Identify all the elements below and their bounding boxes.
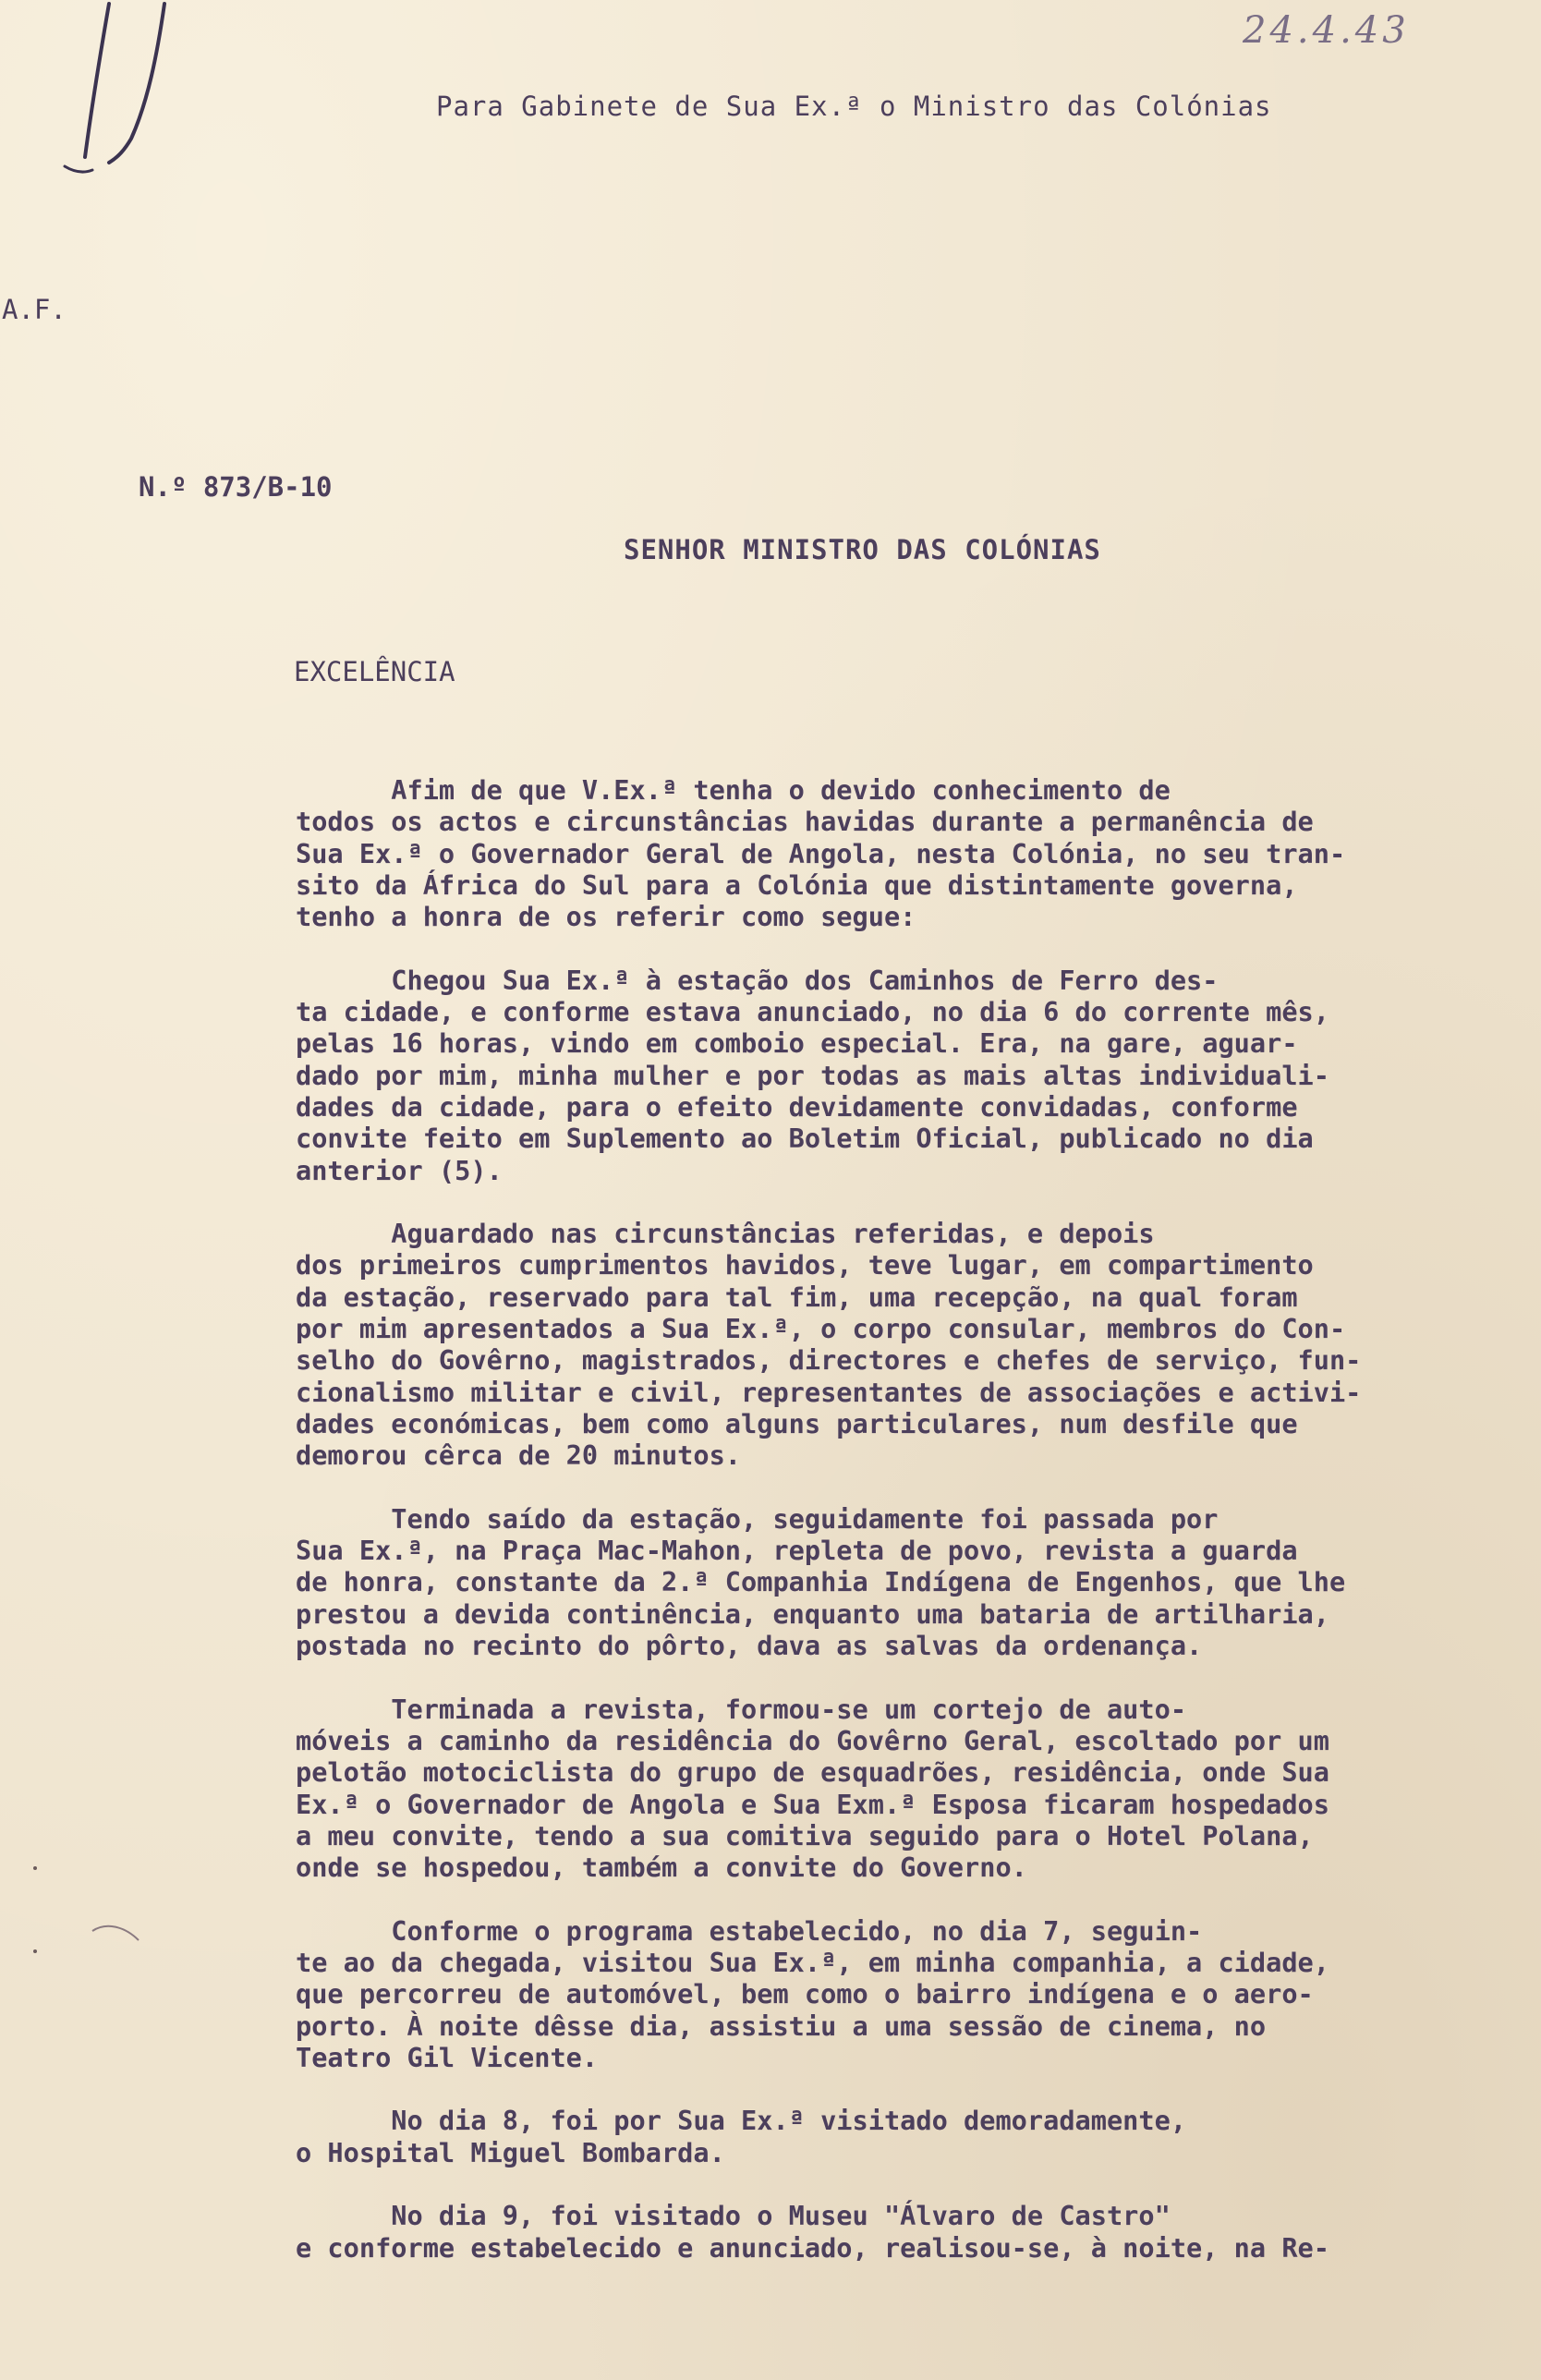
text-line: por mim apresentados a Sua Ex.ª, o corpo consular, membros do Con- (296, 1313, 1346, 1345)
text-line: te ao da chegada, visitou Sua Ex.ª, em minha companhia, a cidade, (296, 1946, 1329, 1978)
text-line: No dia 9, foi visitado o Museu "Álvaro de Castro" (296, 2200, 1171, 2232)
text-line: Aguardado nas circunstâncias referidas, e depois (296, 1218, 1155, 1250)
text-line: postada no recinto do pôrto, dava as salvas da ordenança. (296, 1630, 1203, 1662)
initials: A.F. (2, 294, 67, 325)
text-line: de honra, constante da 2.ª Companhia Indígena de Engenhos, que lhe (296, 1566, 1346, 1598)
text-line: No dia 8, foi por Sua Ex.ª visitado demoradamente, (296, 2105, 1187, 2137)
text-line: a meu convite, tendo a sua comitiva seguido para o Hotel Polana, (296, 1819, 1314, 1852)
text-line: pelotão motociclista do grupo de esquadrões, residência, onde Sua (296, 1756, 1329, 1789)
text-line: móveis a caminho da residência do Govêrno Geral, escoltado por um (296, 1724, 1329, 1756)
text-line: Ex.ª o Governador de Angola e Sua Exm.ª Esposa ficaram hospedados (296, 1788, 1329, 1820)
text-line: convite feito em Suplemento ao Boletim Oficial, publicado no dia (296, 1123, 1314, 1155)
text-line: onde se hospedou, também a convite do Governo. (296, 1852, 1027, 1884)
paragraph (296, 1503, 1517, 1661)
handwritten-date: 24.4.43 (1243, 9, 1410, 52)
text-line: que percorreu de automóvel, bem como o bairro indígena e o aero- (296, 1978, 1314, 2010)
paragraph (296, 965, 1517, 1186)
reference-number: N.º 873/B-10 (139, 471, 333, 503)
text-line: Chegou Sua Ex.ª à estação dos Caminhos de Ferro des- (296, 964, 1219, 996)
text-line: prestou a devida continência, enquanto uma bataria de artilharia, (296, 1597, 1329, 1630)
text-line: Conforme o programa estabelecido, no dia 7, seguin- (296, 1914, 1203, 1947)
text-line: todos os actos e circunstâncias havidas durante a permanência de (296, 806, 1314, 838)
text-line: Sua Ex.ª, na Praça Mac-Mahon, repleta de povo, revista a guarda (296, 1535, 1298, 1567)
paragraph (296, 2105, 1517, 2168)
paragraph (296, 2200, 1517, 2264)
text-line: dos primeiros cumprimentos havidos, teve lugar, em compartimento (296, 1249, 1314, 1281)
text-line: o Hospital Miguel Bombarda. (296, 2136, 725, 2168)
text-line: cionalismo militar e civil, representantes de associações e activi- (296, 1376, 1362, 1408)
text-line: Terminada a revista, formou-se um cortejo de auto- (296, 1693, 1187, 1725)
text-line: porto. À noite dêsse dia, assistiu a uma sessão de cinema, no (296, 2010, 1267, 2042)
text-line: Teatro Gil Vicente. (296, 2041, 599, 2073)
paragraph (296, 1694, 1517, 1884)
text-line: sito da África do Sul para a Colónia que distintamente governa, (296, 868, 1298, 901)
salutation: EXCELÊNCIA (294, 656, 455, 687)
text-line: ta cidade, e conforme estava anunciado, no dia 6 do corrente mês, (296, 996, 1329, 1028)
margin-mark (33, 1866, 37, 1870)
text-line: tenho a honra de os referir como segue: (296, 901, 916, 933)
paragraph (296, 774, 1517, 932)
paragraph (296, 1915, 1517, 2073)
text-line: da estação, reservado para tal fim, uma recepção, na qual foram (296, 1281, 1298, 1313)
text-line: Sua Ex.ª o Governador Geral de Angola, nesta Colónia, no seu tran- (296, 837, 1346, 869)
addressee-line: Para Gabinete de Sua Ex.ª o Ministro das Colónias (436, 91, 1272, 122)
text-line: selho do Govêrno, magistrados, directores e chefes de serviço, fun- (296, 1344, 1362, 1377)
text-line: Tendo saído da estação, seguidamente foi passada por (296, 1502, 1219, 1535)
text-line: Afim de que V.Ex.ª tenha o devido conhecimento de (296, 774, 1171, 806)
margin-mark (33, 1949, 37, 1953)
text-line: anterior (5). (296, 1154, 503, 1186)
text-line: dades da cidade, para o efeito devidamente convidadas, conforme (296, 1090, 1298, 1123)
text-line: dado por mim, minha mulher e por todas as mais altas individuali- (296, 1059, 1329, 1091)
text-line: e conforme estabelecido e anunciado, realisou-se, à noite, na Re- (296, 2231, 1329, 2264)
paragraph (296, 1218, 1517, 1471)
letter-body (296, 774, 1517, 2295)
text-line: pelas 16 horas, vindo em comboio especial. Era, na gare, aguar- (296, 1027, 1298, 1060)
text-line: demorou cêrca de 20 minutos. (296, 1439, 742, 1472)
letter-title: SENHOR MINISTRO DAS COLÓNIAS (624, 534, 1101, 565)
text-line: dades económicas, bem como alguns particulares, num desfile que (296, 1407, 1298, 1439)
